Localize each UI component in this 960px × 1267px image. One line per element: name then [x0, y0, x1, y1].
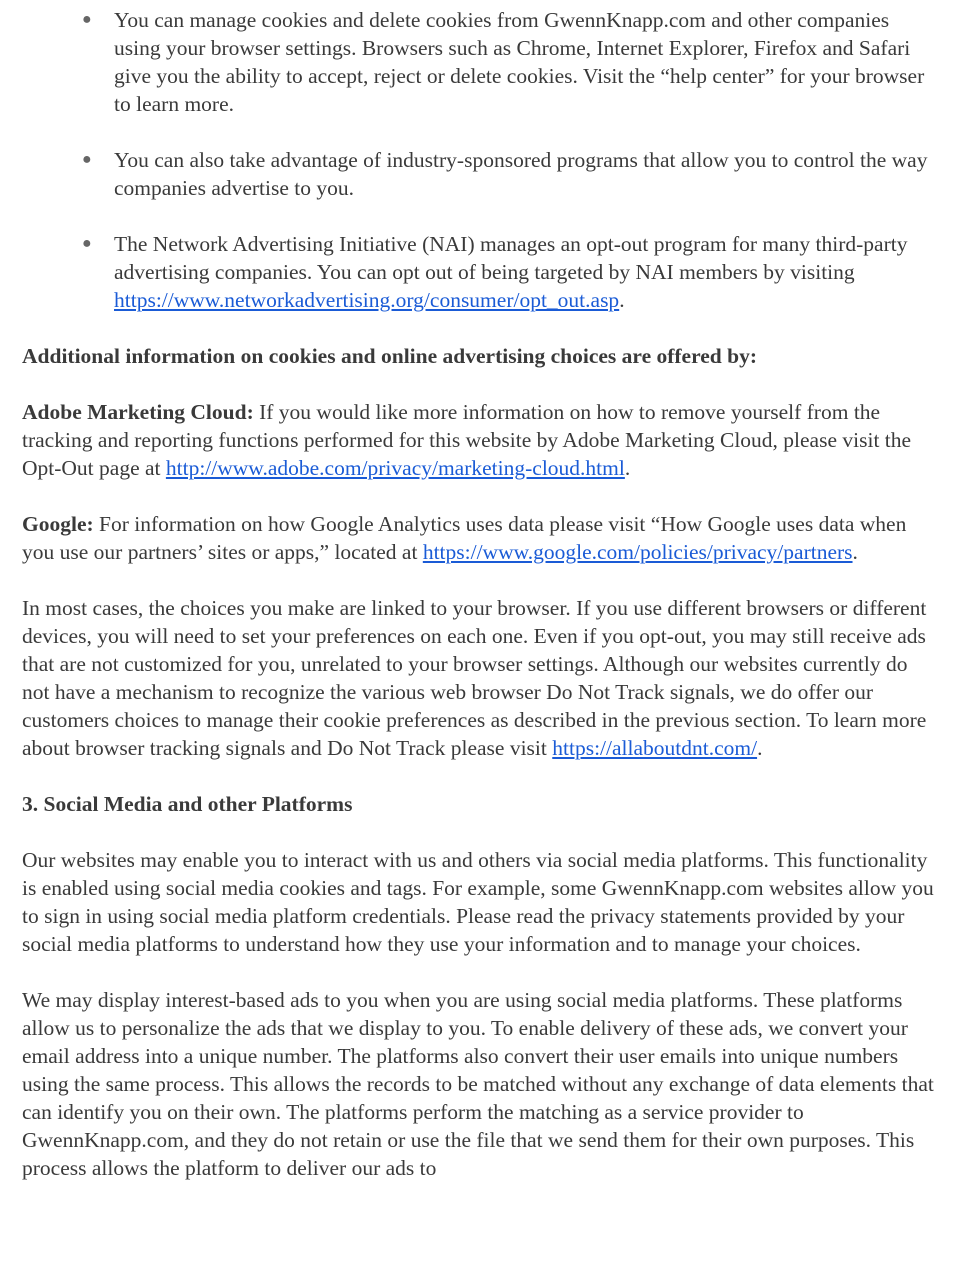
adobe-label: Adobe Marketing Cloud:	[22, 400, 254, 424]
browser-choices-paragraph	[22, 594, 938, 762]
interest-based-ads-paragraph: We may display interest-based ads to you when you are using social media platforms. These platforms allow us to personalize the ads that we display to you. To enable delivery of these ads, we convert your email address into a unique number. The platforms also convert their user emails into unique numbers using the same process. This allows the records to be matched without any exchange of data elements that can identify you on their own. The platforms perform the matching as a service provider to GwennKnapp.com, and they do not retain or use the file that we send them for their own purposes. This process allows the platform to deliver our ads to	[22, 988, 934, 1180]
adobe-opt-out-link[interactable]: http://www.adobe.com/privacy/marketing-cloud.html	[165, 456, 625, 480]
cookie-options-list	[22, 6, 938, 314]
choices-text: In most cases, the choices you make are linked to your browser. If you use different browsers or different devices, you will need to set your preferences on each one. Even if you opt-out, you may still receive ads that are not customized for you, unrelated to your browser settings. Although our websites currently do not have a mechanism to recognize the various web browser Do Not Track signals, we do offer our customers choices to manage their cookie preferences as described in the previous section. To learn more about browser tracking signals and Do Not Track please visit	[22, 596, 927, 760]
google-text: For information on how Google Analytics uses data please visit “How Google uses data when you use our partners’ sites or apps,” located at	[22, 512, 907, 564]
google-partners-link[interactable]: https://www.google.com/policies/privacy/partners	[422, 540, 853, 564]
google-label: Google:	[22, 512, 94, 536]
bullet-icon: ●	[82, 11, 92, 28]
bullet-text: The Network Advertising Initiative (NAI) manages an opt-out program for many third-party advertising companies. You can opt out of being targeted by NAI members by visiting	[114, 232, 908, 284]
adobe-paragraph	[22, 398, 938, 482]
allaboutdnt-link[interactable]: https://allaboutdnt.com/	[552, 736, 758, 760]
bullet-icon: ●	[82, 235, 92, 252]
bullet-text: You can also take advantage of industry-sponsored programs that allow you to control the way companies advertise to you.	[114, 148, 928, 200]
bullet-icon: ●	[82, 151, 92, 168]
list-item	[22, 230, 938, 314]
additional-info-heading: Additional information on cookies and online advertising choices are offered by:	[22, 344, 757, 368]
list-item	[22, 146, 938, 202]
section-heading-social-media: 3. Social Media and other Platforms	[22, 792, 353, 816]
list-item	[22, 6, 938, 118]
nai-opt-out-link[interactable]: https://www.networkadvertising.org/consumer/opt_out.asp	[114, 288, 620, 312]
bullet-text: You can manage cookies and delete cookies from GwennKnapp.com and other companies using your browser settings. Browsers such as Chrome, Internet Explorer, Firefox and Safari give you the ability to accept, reject or delete cookies. Visit the “help center” for your browser to learn more.	[114, 8, 925, 116]
choices-text-end: .	[757, 736, 763, 760]
bullet-text-end: .	[619, 288, 625, 312]
social-media-paragraph: Our websites may enable you to interact with us and others via social media platforms. This functionality is enabled using social media cookies and tags. For example, some GwennKnapp.com websites allow you to sign in using social media platform credentials. Please read the privacy statements provided by your social media platforms to understand how they use your information and to manage your choices.	[22, 848, 934, 956]
adobe-text: If you would like more information on how to remove yourself from the tracking and reporting functions performed for this website by Adobe Marketing Cloud, please visit the Opt-Out page at	[22, 400, 912, 480]
google-paragraph	[22, 510, 938, 566]
adobe-text-end: .	[624, 456, 631, 480]
google-text-end: .	[852, 540, 858, 564]
